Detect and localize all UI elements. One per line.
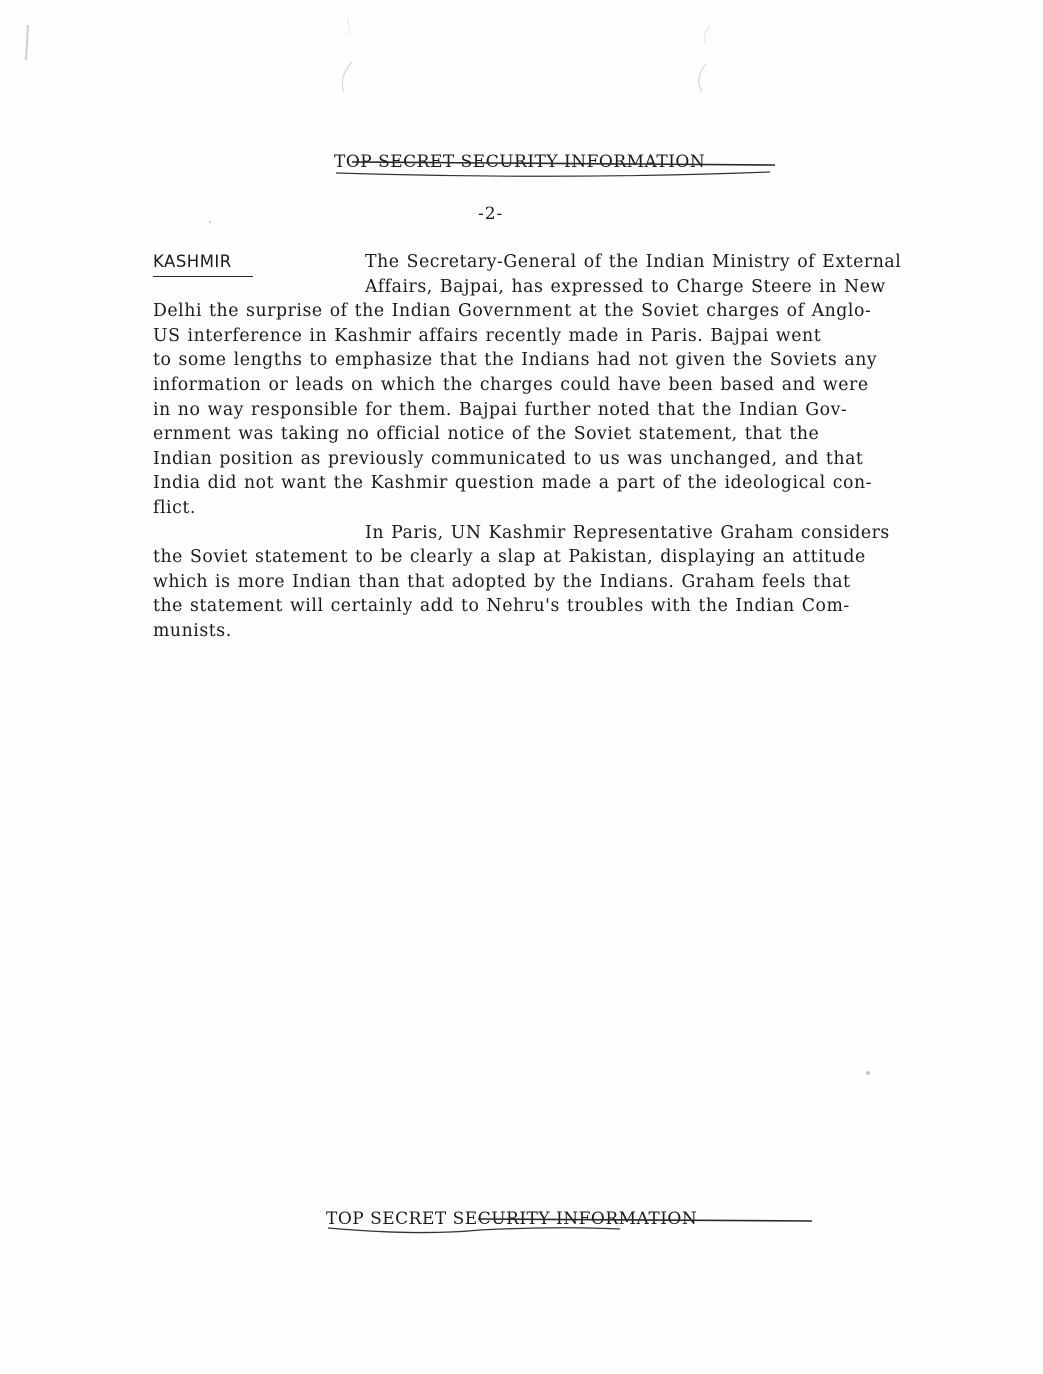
text-line: Delhi the surprise of the Indian Government at the Soviet charges of Anglo- xyxy=(153,301,872,322)
classification-header-text: TOP SECRET SECURITY INFORMATION xyxy=(334,152,706,172)
paragraph-1 xyxy=(153,250,983,521)
text-line: US interference in Kashmir affairs recently made in Paris. Bajpai went xyxy=(153,325,822,346)
section-heading-text: KASHMIR xyxy=(153,252,232,271)
classification-footer-text: TOP SECRET SECURITY INFORMATION xyxy=(326,1209,698,1229)
text-line: Indian position as previously communicated to us was unchanged, and that xyxy=(153,448,864,469)
text-line: ernment was taking no official notice of the Soviet statement, that the xyxy=(153,424,820,445)
text-line: flict. xyxy=(153,497,196,518)
text-line: the statement will certainly add to Nehru's troubles with the Indian Com- xyxy=(153,596,850,617)
text-line: to some lengths to emphasize that the Indians had not given the Soviets any xyxy=(153,350,878,371)
text-line: The Secretary-General of the Indian Ministry of External xyxy=(365,252,902,272)
section-body xyxy=(153,250,983,644)
text-line: munists. xyxy=(153,620,232,641)
section-heading xyxy=(153,250,232,275)
classification-header xyxy=(334,152,705,172)
text-line: India did not want the Kashmir question made a part of the ideological con- xyxy=(153,473,873,494)
text-line: the Soviet statement to be clearly a slap at Pakistan, displaying an attitude xyxy=(153,547,866,568)
paragraph-2 xyxy=(153,521,983,644)
text-line: which is more Indian than that adopted by the Indians. Graham feels that xyxy=(153,571,851,592)
text-line: Affairs, Bajpai, has expressed to Charge Steere in New xyxy=(365,276,886,297)
text-line: in no way responsible for them. Bajpai further noted that the Indian Gov- xyxy=(153,399,848,420)
text-line: In Paris, UN Kashmir Representative Graham considers xyxy=(365,522,890,543)
page-number: -2- xyxy=(478,204,504,224)
section-heading-underline xyxy=(153,276,253,277)
classification-footer xyxy=(326,1209,697,1229)
text-line: information or leads on which the charges could have been based and were xyxy=(153,374,869,395)
